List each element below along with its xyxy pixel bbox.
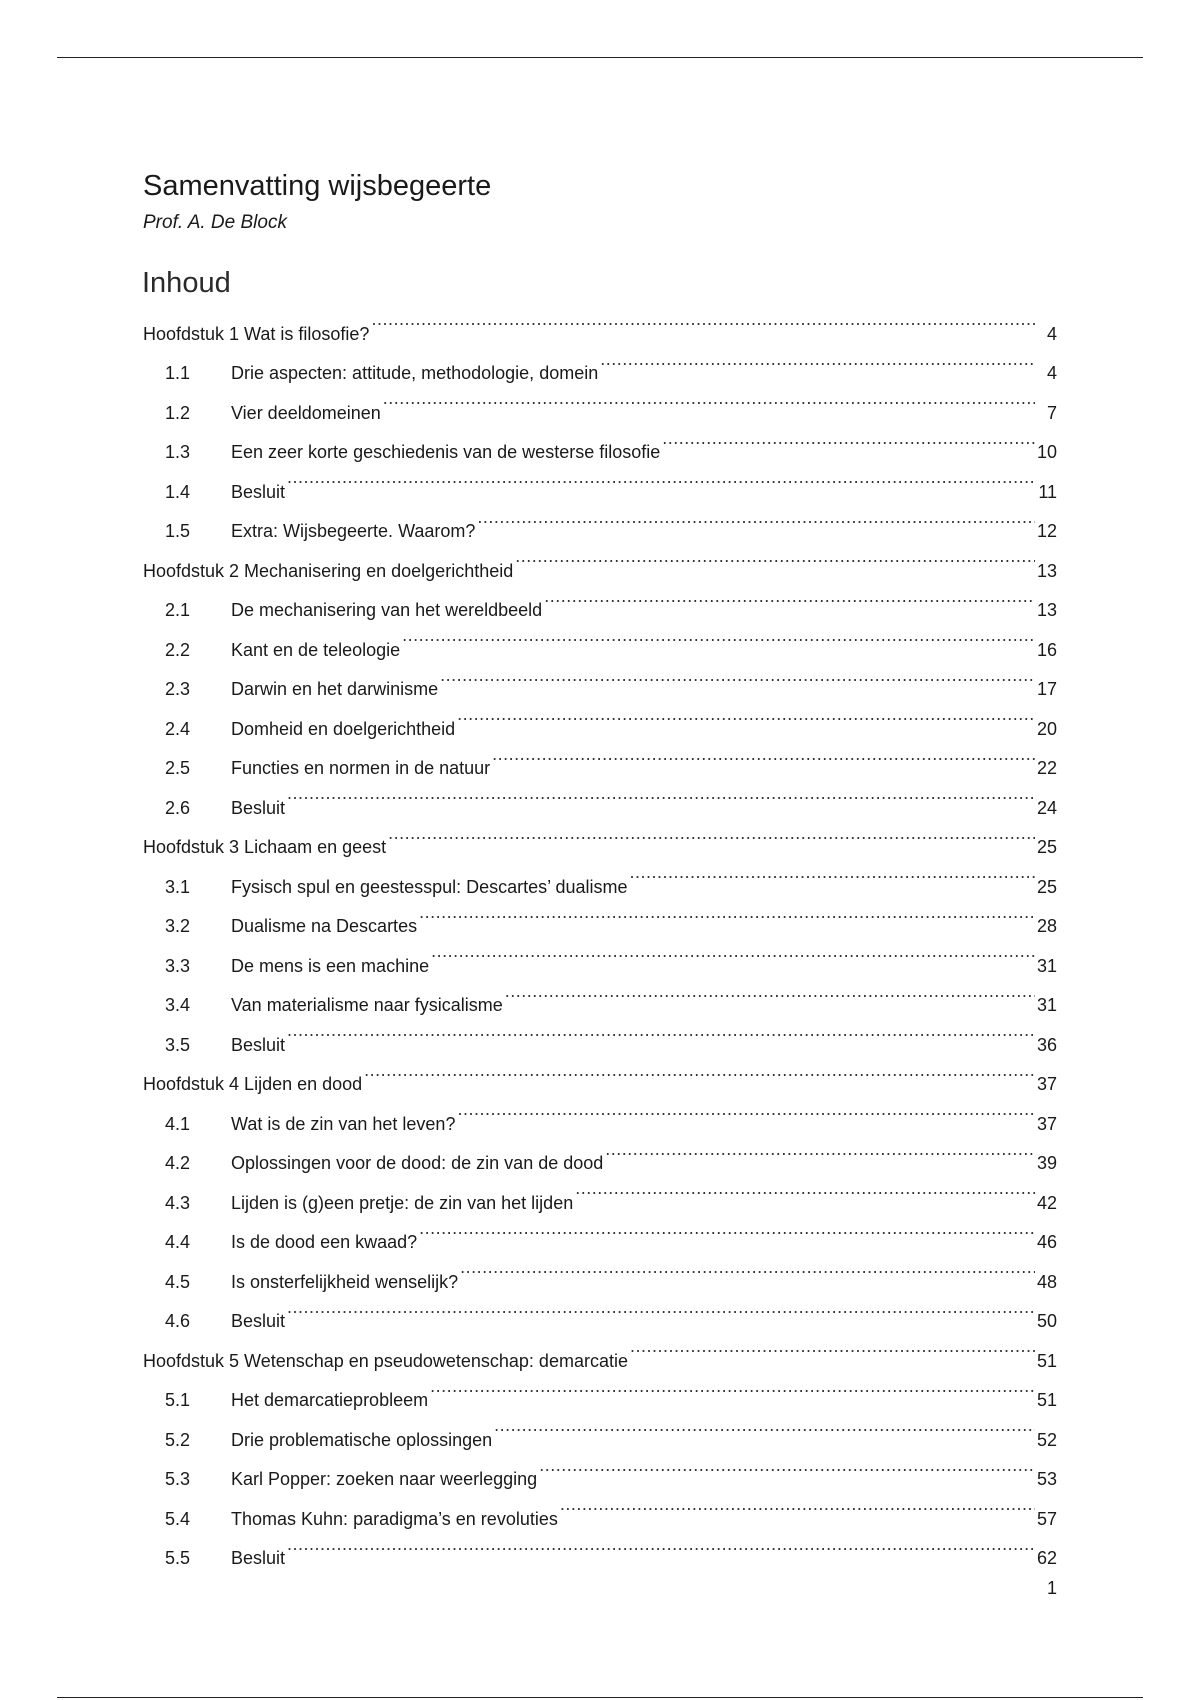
toc-entry-number: 4.4 [165, 1232, 191, 1252]
toc-entry-title: Thomas Kuhn: paradigma’s en revoluties [231, 1508, 558, 1529]
toc-entry-title: Hoofdstuk 2 Mechanisering en doelgerichtheid [143, 560, 514, 581]
toc-entry-title: Het demarcatieprobleem [231, 1390, 429, 1410]
toc-entry-page: 57 [1036, 1508, 1057, 1529]
toc-dot-leader [440, 656, 1035, 696]
toc-chapter-entry[interactable] [143, 300, 1057, 344]
toc-dot-leader [630, 1327, 1035, 1367]
toc-entry-number: 1.3 [165, 442, 191, 462]
toc-entry-page: 13 [1036, 560, 1057, 581]
toc-entry-title: Een zeer korte geschiedenis van de westerse filosofie [231, 442, 661, 462]
toc-entry-number: 2.6 [165, 797, 191, 818]
toc-entry-page: 42 [1036, 1192, 1057, 1213]
toc-entry-number: 5.2 [165, 1429, 191, 1450]
toc-entry-title: Drie problematische oplossingen [231, 1429, 493, 1450]
toc-entry-title: Lijden is (g)een pretje: de zin van het lijden [231, 1192, 574, 1213]
toc-entry-title: Functies en normen in de natuur [231, 758, 491, 778]
toc-entry-page: 25 [1036, 876, 1057, 897]
toc-entry-page: 13 [1036, 600, 1057, 620]
toc-entry-title: Hoofdstuk 1 Wat is filosofie? [143, 323, 370, 344]
toc-dot-leader [287, 1011, 1035, 1051]
toc-dot-leader [539, 1446, 1035, 1486]
toc-entry-page: 46 [1036, 1232, 1057, 1252]
toc-entry-page: 36 [1036, 1034, 1057, 1055]
toc-entry-title: Darwin en het darwinisme [231, 679, 439, 699]
header-rule [57, 57, 1143, 58]
toc-dot-leader [287, 1525, 1035, 1565]
toc-entry-number: 2.1 [165, 600, 191, 620]
toc-dot-leader [383, 379, 1035, 419]
toc-entry-page: 51 [1036, 1390, 1057, 1410]
toc-entry-title: Hoofdstuk 4 Lijden en dood [143, 1074, 363, 1094]
toc-entry-page: 10 [1036, 442, 1057, 462]
toc-dot-leader [505, 972, 1035, 1012]
toc-entry-page: 28 [1036, 916, 1057, 936]
toc-entry-title: Wat is de zin van het leven? [231, 1113, 456, 1134]
toc-entry-title: Is onsterfelijkheid wenselijk? [231, 1271, 459, 1292]
toc-entry-page: 4 [1046, 323, 1057, 344]
toc-entry-page: 37 [1036, 1074, 1057, 1094]
toc-entry-title: Oplossingen voor de dood: de zin van de dood [231, 1153, 604, 1173]
toc-dot-leader [457, 1090, 1035, 1130]
toc-dot-leader [287, 458, 1035, 498]
toc-entry-title: De mechanisering van het wereldbeeld [231, 600, 543, 620]
toc-dot-leader [460, 1248, 1035, 1288]
toc-entry-number: 5.4 [165, 1508, 191, 1529]
toc-heading: Inhoud [142, 267, 231, 299]
toc-entry-number: 4.2 [165, 1153, 191, 1173]
toc-entry-title: Fysisch spul en geestesspul: Descartes’ dualisme [231, 876, 628, 897]
toc-entry-title: Besluit [231, 797, 286, 818]
toc-entry-title: Besluit [231, 1034, 286, 1055]
page-number: 1 [1046, 1578, 1057, 1598]
toc-entry-title: Karl Popper: zoeken naar weerlegging [231, 1469, 538, 1489]
toc-entry-number: 4.1 [165, 1113, 191, 1134]
toc-entry-page: 50 [1036, 1311, 1057, 1331]
toc-entry-title: Dualisme na Descartes [231, 916, 418, 936]
toc-entry-number: 3.1 [165, 876, 191, 897]
toc-entry-page: 53 [1036, 1469, 1057, 1489]
toc-entry-page: 62 [1036, 1548, 1057, 1568]
toc-entry-page: 25 [1036, 837, 1057, 857]
toc-entry-number: 3.3 [165, 955, 191, 976]
toc-dot-leader [431, 932, 1035, 972]
toc-entry-page: 31 [1036, 995, 1057, 1015]
toc-entry-number: 2.4 [165, 718, 191, 739]
toc-entry-number: 2.2 [165, 639, 191, 660]
toc-entry-page: 22 [1036, 758, 1057, 778]
toc-entry-page: 12 [1036, 521, 1057, 541]
toc-entry-page: 16 [1036, 639, 1057, 660]
toc-dot-leader [287, 774, 1035, 814]
footer-rule [57, 1697, 1143, 1698]
toc-entry-title: Besluit [231, 1311, 286, 1331]
toc-entry-title: Kant en de teleologie [231, 639, 401, 660]
toc-entry-page: 7 [1046, 402, 1057, 423]
toc-dot-leader [430, 1367, 1035, 1407]
toc-entry-number: 3.5 [165, 1034, 191, 1055]
toc-dot-leader [494, 1406, 1035, 1446]
toc-entry-title: Extra: Wijsbegeerte. Waarom? [231, 521, 476, 541]
toc-entry-number: 1.5 [165, 521, 191, 541]
toc-entry-title: Van materialisme naar fysicalisme [231, 995, 503, 1015]
toc-entry-page: 37 [1036, 1113, 1057, 1134]
toc-dot-leader [600, 340, 1035, 380]
toc-entry-title: Besluit [231, 1548, 286, 1568]
toc-entry-page: 48 [1036, 1271, 1057, 1292]
toc-entry-title: Hoofdstuk 3 Lichaam en geest [143, 837, 387, 857]
document-title: Samenvatting wijsbegeerte [143, 170, 492, 202]
toc-dot-leader [419, 893, 1035, 933]
toc-entry-title: Vier deeldomeinen [231, 402, 381, 423]
toc-entry-title: Domheid en doelgerichtheid [231, 718, 456, 739]
toc-entry-page: 39 [1036, 1153, 1057, 1173]
toc-entry-number: 5.1 [165, 1390, 191, 1410]
toc-entry-number: 2.3 [165, 679, 191, 699]
toc-entry-title: Is de dood een kwaad? [231, 1232, 418, 1252]
toc-entry-number: 3.4 [165, 995, 191, 1015]
toc-dot-leader [544, 577, 1035, 617]
toc-dot-leader [477, 498, 1035, 538]
toc-dot-leader [371, 300, 1035, 340]
toc-entry-number: 1.1 [165, 363, 191, 383]
toc-dot-leader [662, 419, 1035, 459]
toc-entry-page: 24 [1036, 797, 1057, 818]
toc-entry-number: 2.5 [165, 758, 191, 778]
toc-dot-leader [630, 853, 1035, 893]
toc-entry-number: 5.5 [165, 1548, 191, 1568]
toc-entry-page: 51 [1036, 1350, 1057, 1371]
table-of-contents [143, 300, 1057, 1568]
toc-entry-number: 4.6 [165, 1311, 191, 1331]
toc-entry-page: 52 [1036, 1429, 1057, 1450]
toc-entry-number: 4.5 [165, 1271, 191, 1292]
toc-dot-leader [575, 1169, 1035, 1209]
toc-entry-page: 4 [1046, 363, 1057, 383]
toc-dot-leader [388, 814, 1035, 854]
toc-dot-leader [457, 695, 1035, 735]
toc-entry-title: Drie aspecten: attitude, methodologie, domein [231, 363, 599, 383]
toc-dot-leader [419, 1209, 1035, 1249]
toc-dot-leader [287, 1288, 1035, 1328]
toc-entry-number: 1.4 [165, 481, 191, 502]
toc-entry-page: 20 [1036, 718, 1057, 739]
toc-entry-title: De mens is een machine [231, 955, 430, 976]
toc-entry-page: 11 [1038, 481, 1057, 502]
toc-dot-leader [560, 1485, 1035, 1525]
toc-entry-page: 31 [1036, 955, 1057, 976]
toc-entry-number: 4.3 [165, 1192, 191, 1213]
toc-entry-number: 3.2 [165, 916, 191, 936]
toc-dot-leader [492, 735, 1035, 775]
toc-entry-number: 1.2 [165, 402, 191, 423]
toc-entry-title: Hoofdstuk 5 Wetenschap en pseudowetenschap: demarcatie [143, 1350, 628, 1371]
toc-entry-page: 17 [1036, 679, 1057, 699]
toc-dot-leader [402, 616, 1035, 656]
toc-entry-number: 5.3 [165, 1469, 191, 1489]
toc-dot-leader [605, 1130, 1035, 1170]
toc-entry-title: Besluit [231, 481, 286, 502]
toc-dot-leader [364, 1051, 1035, 1091]
toc-dot-leader [515, 537, 1035, 577]
document-author: Prof. A. De Block [143, 212, 287, 233]
